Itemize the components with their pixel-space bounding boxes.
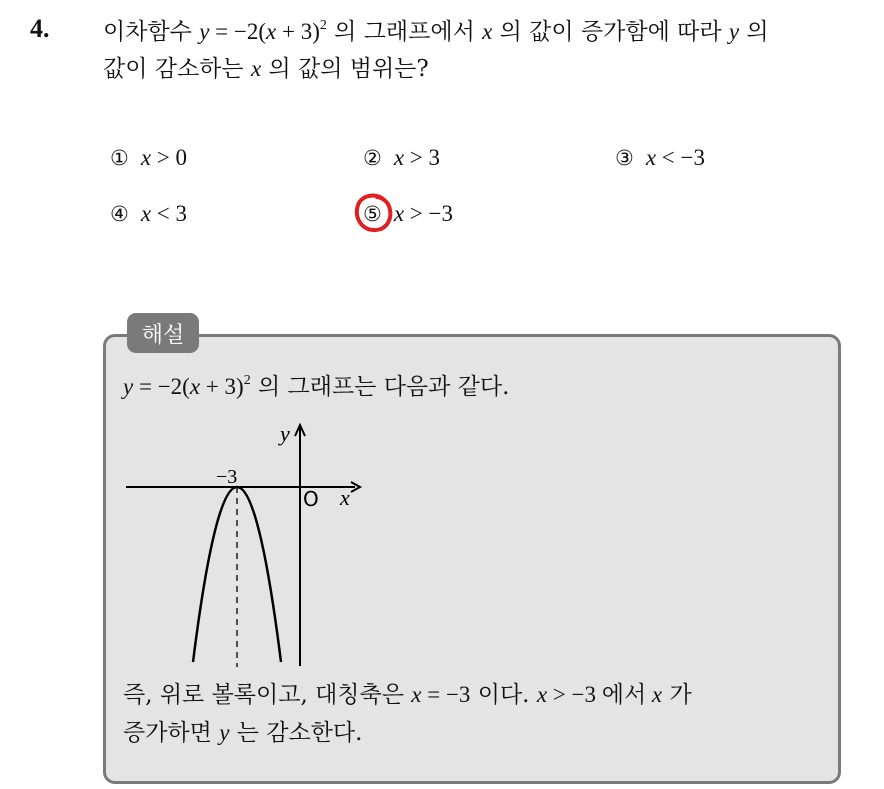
solution-text: 증가하면 [123, 720, 220, 746]
math-var: x [250, 56, 262, 81]
y-axis-label: y [280, 421, 290, 446]
choice-2[interactable] [363, 143, 440, 173]
math-var: x [482, 19, 493, 44]
choice-expression: x > 0 [140, 145, 188, 170]
math-var: x [651, 682, 663, 707]
solution-text: 가 [662, 682, 692, 708]
choice-expression: x > −3 [393, 201, 453, 226]
solution-line-3 [123, 718, 362, 748]
choice-expression: x > 3 [393, 145, 441, 170]
question-text: 의 값의 범위는? [261, 56, 429, 82]
solution-tag: 해설 [127, 313, 199, 353]
math-var: y [728, 19, 740, 44]
math-op: > −3 에서 [547, 682, 652, 707]
solution-line-2 [123, 680, 692, 710]
origin-label: O [303, 487, 319, 511]
choice-number: ④ [110, 202, 129, 226]
math-op: = −2( [209, 19, 267, 44]
choice-number: ③ [615, 146, 634, 170]
question-text: 값이 감소하는 [103, 56, 251, 82]
solution-text: 는 감소한다. [229, 720, 363, 746]
question-text: 의 [739, 19, 769, 45]
question-line-2 [103, 54, 429, 84]
math-exponent: 2 [319, 18, 327, 33]
math-var: y [123, 374, 134, 399]
math-exponent: 2 [243, 373, 251, 388]
math-op: = −3 [421, 682, 471, 707]
math-op: + 3) [200, 374, 244, 399]
answer-circle-mark [354, 191, 394, 235]
choice-number: ① [110, 146, 129, 170]
choice-4[interactable] [110, 199, 187, 229]
question-number: 4. [30, 14, 50, 43]
question-line-1 [103, 17, 769, 47]
math-var: x [536, 682, 548, 707]
question-text: 의 그래프에서 [326, 19, 483, 45]
question-text: 이차함수 [103, 19, 192, 45]
solution-line-1 [123, 372, 509, 402]
choice-number: ② [363, 146, 382, 170]
math-var: x [411, 682, 422, 707]
vertex-x-label: −3 [216, 466, 238, 488]
math-var: x [189, 374, 201, 399]
choice-3[interactable] [615, 143, 705, 173]
parabola-graph [120, 420, 380, 670]
choice-expression: x < −3 [645, 145, 705, 170]
choice-number: ⑤ [363, 202, 382, 226]
math-op: + 3) [276, 19, 320, 44]
choice-1[interactable] [110, 143, 187, 173]
solution-text: 의 그래프는 다음과 같다. [250, 374, 510, 400]
solution-text: 즉, 위로 볼록이고, 대칭축은 [123, 682, 412, 708]
solution-text: 이다. [470, 682, 537, 708]
math-var: x [266, 19, 277, 44]
math-var: y [219, 720, 230, 745]
math-var: y [199, 19, 210, 44]
math-op: = −2( [133, 374, 190, 399]
question-text: 의 값이 증가함에 따라 [492, 19, 729, 45]
x-axis-label: x [340, 485, 350, 510]
choice-expression: x < 3 [140, 201, 188, 226]
